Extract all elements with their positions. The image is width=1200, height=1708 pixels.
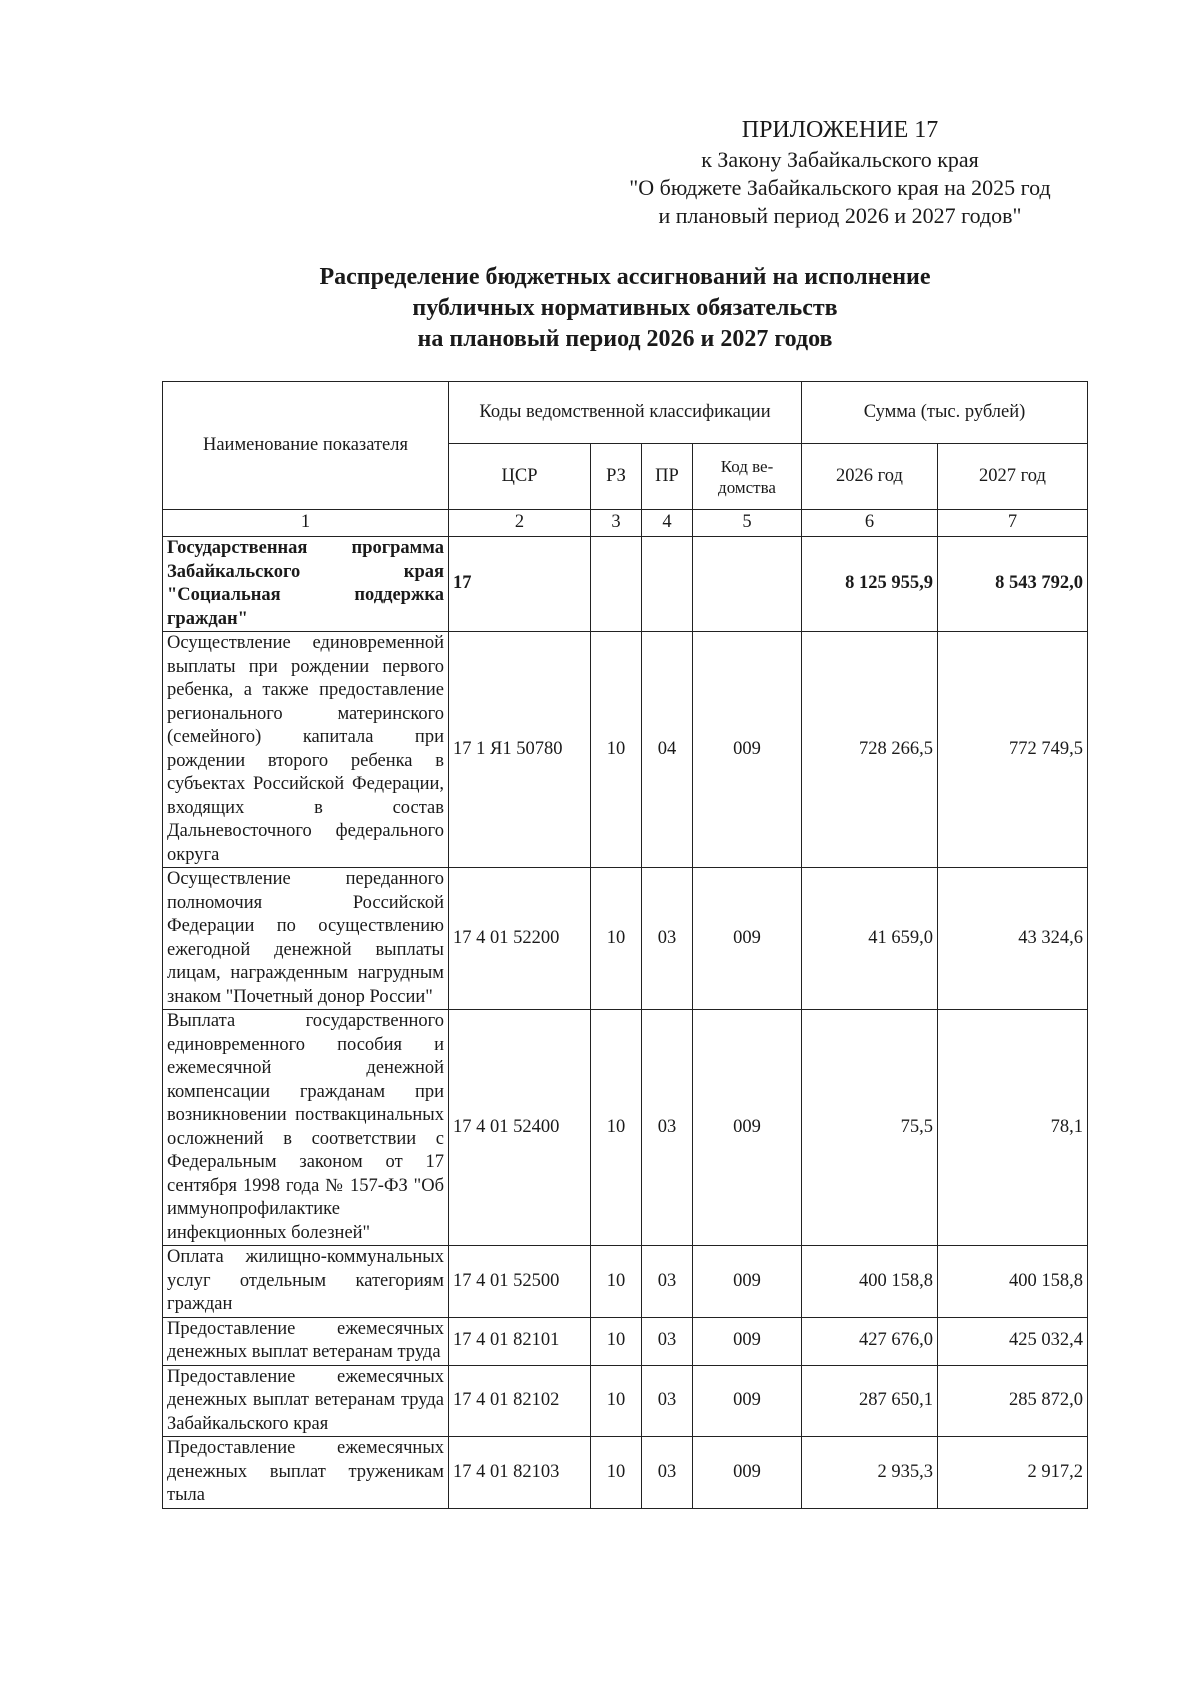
table-row	[163, 537, 1088, 632]
row-pr-cell: 04	[642, 632, 693, 868]
index-cell: 1	[163, 510, 449, 537]
row-sum-2027-cell: 2 917,2	[938, 1437, 1088, 1509]
appendix-block	[590, 116, 1090, 230]
row-pr-cell: 03	[642, 1365, 693, 1437]
row-sum-2027-cell: 8 543 792,0	[938, 537, 1088, 632]
row-sum-2026-cell: 287 650,1	[802, 1365, 938, 1437]
row-pr-cell	[642, 537, 693, 632]
row-dept-cell: 009	[693, 1246, 802, 1318]
row-csr-cell: 17 4 01 82103	[449, 1437, 591, 1509]
row-sum-2026-cell: 8 125 955,9	[802, 537, 938, 632]
row-csr-cell: 17 4 01 82102	[449, 1365, 591, 1437]
row-name-cell: Осуществление единовременной выплаты при рождении первого ребенка, а также предоставление регионального материнского (семейного) капитала при рождении второго ребенка в субъектах Российской Федерации, входящих в состав Дальневосточного федерального округа	[163, 632, 449, 868]
title-line-3: на плановый период 2026 и 2027 годов	[417, 326, 833, 352]
column-index-row	[163, 510, 1088, 537]
appendix-line-3: и плановый период 2026 и 2027 годов"	[658, 203, 1022, 228]
table-row	[163, 1246, 1088, 1318]
row-rz-cell	[591, 537, 642, 632]
index-cell: 6	[802, 510, 938, 537]
title-line-1: Распределение бюджетных ассигнований на исполнение	[319, 264, 931, 290]
budget-table	[162, 381, 1088, 1509]
appendix-line-2: "О бюджете Забайкальского края на 2025 год	[629, 175, 1051, 200]
row-rz-cell: 10	[591, 1010, 642, 1246]
row-rz-cell: 10	[591, 1437, 642, 1509]
title-line-2: публичных нормативных обязательств	[412, 295, 838, 321]
row-sum-2027-cell: 400 158,8	[938, 1246, 1088, 1318]
row-name-cell: Государственная программа Забайкальского края "Социальная поддержка граждан"	[163, 537, 449, 632]
row-csr-cell: 17 4 01 52200	[449, 868, 591, 1010]
row-sum-2027-cell: 78,1	[938, 1010, 1088, 1246]
header-codes-group: Коды ведомственной классификации	[449, 382, 802, 444]
row-csr-cell: 17	[449, 537, 591, 632]
row-sum-2026-cell: 728 266,5	[802, 632, 938, 868]
row-rz-cell: 10	[591, 1246, 642, 1318]
row-sum-2026-cell: 75,5	[802, 1010, 938, 1246]
row-sum-2027-cell: 772 749,5	[938, 632, 1088, 868]
index-cell: 3	[591, 510, 642, 537]
header-csr: ЦСР	[449, 444, 591, 510]
row-name-cell: Предоставление ежемесячных денежных выплат труженикам тыла	[163, 1437, 449, 1509]
appendix-line-1: к Закону Забайкальского края	[701, 147, 979, 172]
row-rz-cell: 10	[591, 632, 642, 868]
row-sum-2027-cell: 43 324,6	[938, 868, 1088, 1010]
row-name-cell: Предоставление ежемесячных денежных выплат ветеранам труда Забайкальского края	[163, 1365, 449, 1437]
row-pr-cell: 03	[642, 1317, 693, 1365]
table-row	[163, 1437, 1088, 1509]
row-dept-cell: 009	[693, 868, 802, 1010]
row-dept-cell: 009	[693, 1010, 802, 1246]
row-csr-cell: 17 4 01 52400	[449, 1010, 591, 1246]
row-name-cell: Предоставление ежемесячных денежных выплат ветеранам труда	[163, 1317, 449, 1365]
row-dept-cell: 009	[693, 632, 802, 868]
header-2026: 2026 год	[802, 444, 938, 510]
table-row	[163, 632, 1088, 868]
index-cell: 2	[449, 510, 591, 537]
row-rz-cell: 10	[591, 1317, 642, 1365]
index-cell: 4	[642, 510, 693, 537]
header-name: Наименование показателя	[163, 382, 449, 510]
header-dept-code: Код ве-домства	[693, 444, 802, 510]
row-sum-2027-cell: 425 032,4	[938, 1317, 1088, 1365]
row-dept-cell: 009	[693, 1437, 802, 1509]
row-sum-2026-cell: 427 676,0	[802, 1317, 938, 1365]
table-row	[163, 1010, 1088, 1246]
document-title	[160, 262, 1090, 355]
row-pr-cell: 03	[642, 1010, 693, 1246]
table-row	[163, 868, 1088, 1010]
appendix-heading: ПРИЛОЖЕНИЕ 17	[741, 117, 939, 143]
row-csr-cell: 17 1 Я1 50780	[449, 632, 591, 868]
row-sum-2027-cell: 285 872,0	[938, 1365, 1088, 1437]
row-sum-2026-cell: 2 935,3	[802, 1437, 938, 1509]
row-dept-cell: 009	[693, 1317, 802, 1365]
row-sum-2026-cell: 41 659,0	[802, 868, 938, 1010]
row-sum-2026-cell: 400 158,8	[802, 1246, 938, 1318]
row-dept-cell	[693, 537, 802, 632]
row-pr-cell: 03	[642, 1437, 693, 1509]
row-pr-cell: 03	[642, 868, 693, 1010]
table-body	[163, 537, 1088, 1509]
header-sum-group: Сумма (тыс. рублей)	[802, 382, 1088, 444]
row-dept-cell: 009	[693, 1365, 802, 1437]
row-name-cell: Выплата государственного единовременного пособия и ежемесячной денежной компенсации гражданам при возникновении поствакцинальных осложнений в соответствии с Федеральным законом от 17 сентября 1998 года № 157-ФЗ "Об иммунопрофилактике инфекционных болезней"	[163, 1010, 449, 1246]
table-row	[163, 1365, 1088, 1437]
header-pr: ПР	[642, 444, 693, 510]
row-csr-cell: 17 4 01 82101	[449, 1317, 591, 1365]
index-cell: 7	[938, 510, 1088, 537]
header-2027: 2027 год	[938, 444, 1088, 510]
row-pr-cell: 03	[642, 1246, 693, 1318]
row-rz-cell: 10	[591, 868, 642, 1010]
index-cell: 5	[693, 510, 802, 537]
row-csr-cell: 17 4 01 52500	[449, 1246, 591, 1318]
header-rz: РЗ	[591, 444, 642, 510]
row-name-cell: Осуществление переданного полномочия Российской Федерации по осуществлению ежегодной денежной выплаты лицам, награжденным нагрудным знаком "Почетный донор России"	[163, 868, 449, 1010]
row-name-cell: Оплата жилищно-коммунальных услуг отдельным категориям граждан	[163, 1246, 449, 1318]
table-row	[163, 1317, 1088, 1365]
row-rz-cell: 10	[591, 1365, 642, 1437]
